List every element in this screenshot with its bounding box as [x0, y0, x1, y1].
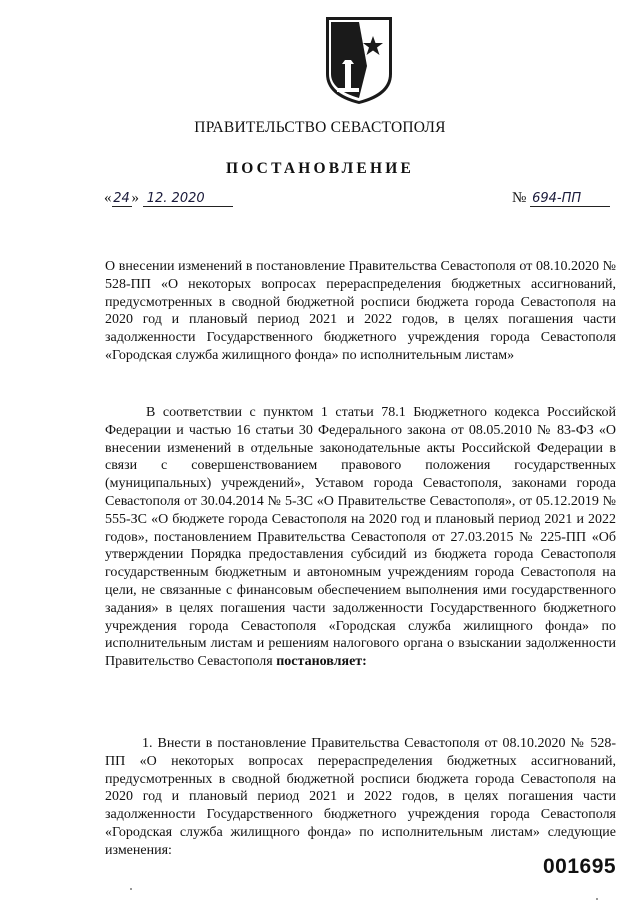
scan-speck — [596, 898, 598, 900]
date-close-quote: » — [131, 190, 139, 206]
document-number — [512, 190, 610, 207]
number-prefix: № — [512, 190, 527, 206]
document-title: О внесении изменений в постановление Правительства Севастополя от 08.10.2020 № 528-ПП «О некоторых вопросах перераспределения бюджетных ассигнований, предусмотренных в сводной бюджетной росписи бюджета города Севастополя на 2020 год и плановый период 2021 и 2022 годов, в целях погашения части задолженности Государственного бюджетного учреждения города Севастополя «Городская служба жилищного фонда» по исполнительным листам» — [105, 259, 616, 363]
number-value: 694-ПП — [530, 191, 610, 207]
date-day: 24 — [113, 191, 130, 206]
date-open-quote: « — [104, 190, 112, 206]
preamble-text: В соответствии с пунктом 1 статьи 78.1 Бюджетного кодекса Российской Федерации и частью 16 статьи 30 Федерального закона от 08.05.2010 № 83-ФЗ «О внесении изменений в отдельные законодательные акты Российской Федерации в связи с совершенствованием правового положения государственных (муниципальных) учреждений», Уставом города Севастополя, законами города Севастополя от 30.04.2014 № 5-ЗС «О Правительстве Севастополя», от 05.12.2019 № 555-ЗС «О бюджете города Севастополя на 2020 год и плановый период 2021 и 2022 годов», постановлением Правительства Севастополя от 27.03.2015 № 225-ПП «Об утверждении Порядка предоставления субсидий из бюджета города Севастополя государственным бюджетным и автономным учреждениям города Севастополя на цели, не связанные с финансовым обеспечением выполнения ими государственного задания» в целях погашения части задолженности Государственного бюджетного учреждения города Севастополя «Городская служба жилищного фонда» по исполнительным листам и решениям налогового органа о взыскании задолженности Правительство Севастополя — [105, 405, 616, 670]
preamble-verb: постановляет: — [276, 654, 367, 670]
preamble-paragraph — [105, 404, 616, 671]
document-date — [104, 190, 233, 207]
government-name: ПРАВИТЕЛЬСТВО СЕВАСТОПОЛЯ — [194, 119, 446, 136]
date-month-year: 12. 2020 — [143, 191, 233, 207]
scan-speck — [130, 888, 132, 890]
serial-number: 001695 — [543, 855, 617, 878]
item-1-paragraph: 1. Внести в постановление Правительства Севастополя от 08.10.2020 № 528-ПП «О некоторых вопросах перераспределения бюджетных ассигнований, предусмотренных в сводной бюджетной росписи бюджета города Севастополя на 2020 год и плановый период 2021 и 2022 годов, в целях погашения части задолженности Государственного бюджетного учреждения города Севастополя «Городская служба жилищного фонда» по исполнительным листам» следующие изменения: — [105, 736, 616, 858]
sevastopol-coat-of-arms-icon — [323, 14, 395, 106]
document-type: ПОСТАНОВЛЕНИЕ — [225, 160, 415, 177]
